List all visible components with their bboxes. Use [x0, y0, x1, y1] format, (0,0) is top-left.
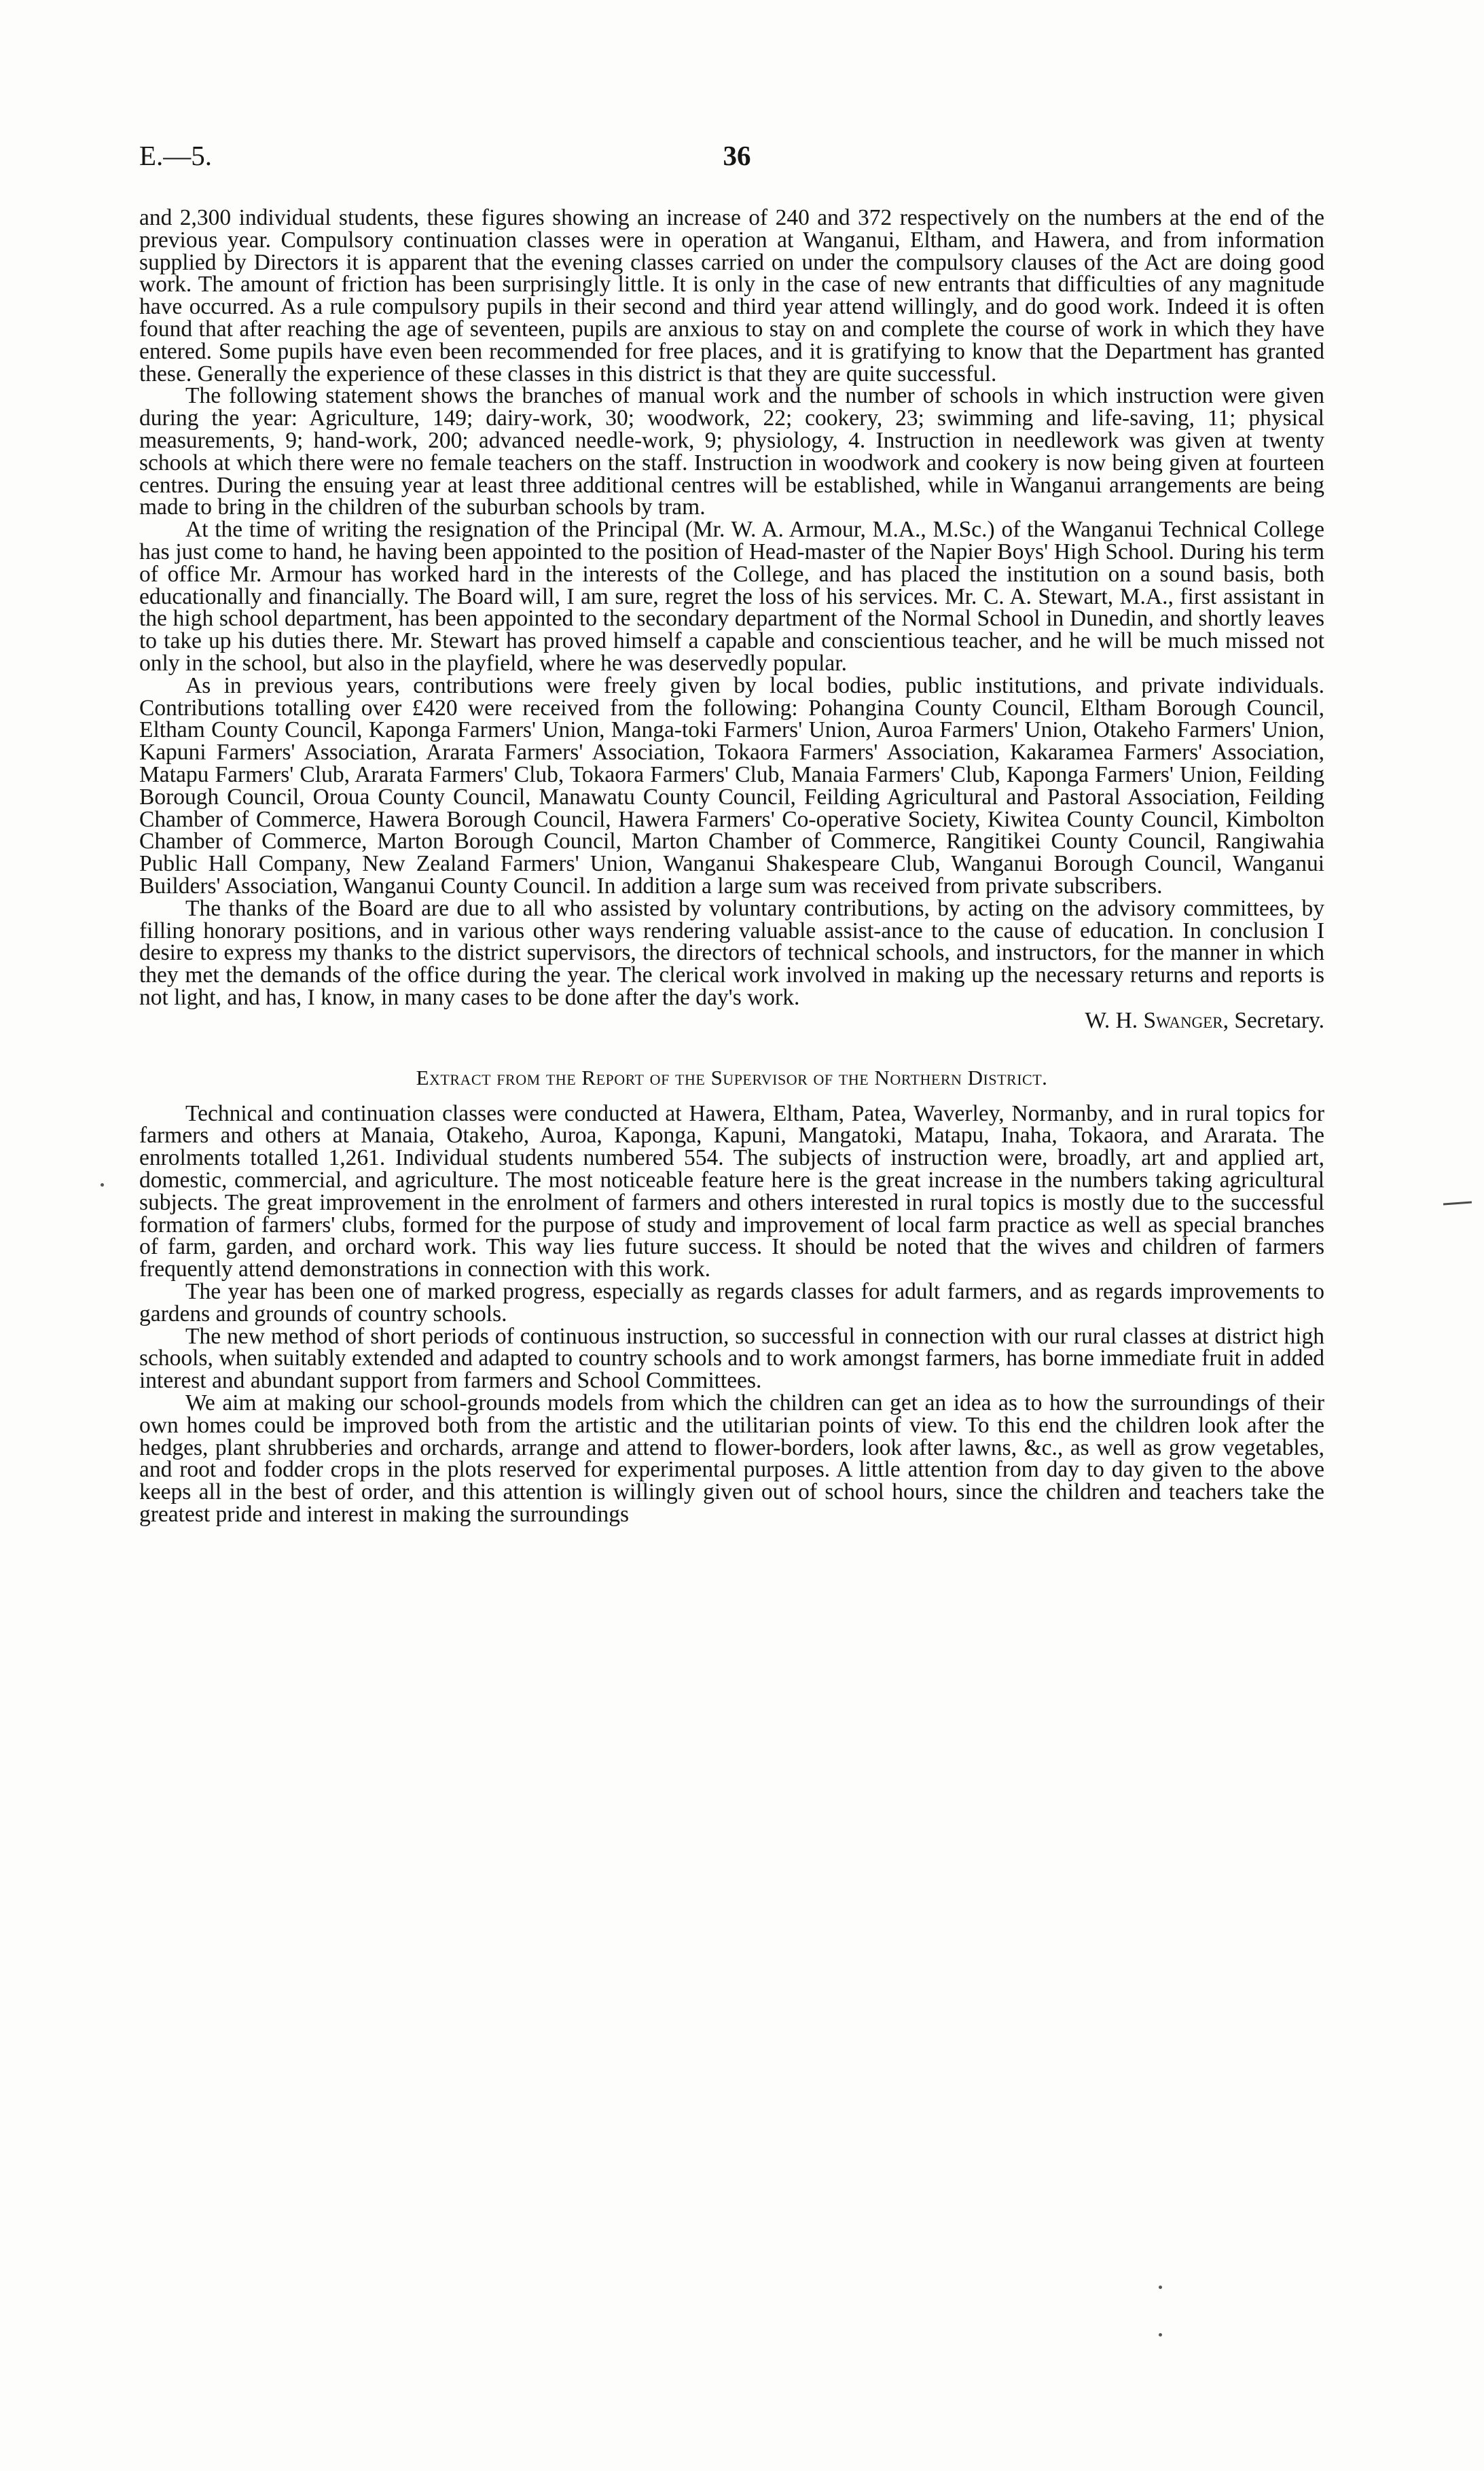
body-paragraph: As in previous years, contributions were freely given by local bodies, public institutions, and private individuals. Contributions totalling over £420 were received from the following: Pohangina County Council, Eltham Borough Council, Eltham County Council, Kaponga Farmers' Union, Manga-toki Farmers' Union, Auroa Farmers' Union, Otakeho Farmers' Union, Kapuni Farmers' Association, Ararata Farmers' Association, Tokaora Farmers' Association, Kakaramea Farmers' Association, Matapu Farmers' Club, Ararata Farmers' Club, Tokaora Farmers' Club, Manaia Farmers' Club, Kaponga Farmers' Union, Feilding Borough Council, Oroua County Council, Manawatu County Council, Feilding Agricultural and Pastoral Association, Feilding Chamber of Commerce, Hawera Borough Council, Hawera Farmers' Co-operative Society, Kiwitea County Council, Kimbolton Chamber of Commerce, Marton Borough Council, Marton Chamber of Commerce, Rangitikei County Council, Rangiwahia Public Hall Company, New Zealand Farmers' Union, Wanganui Shakespeare Club, Wanganui Borough Council, Wanganui Builders' Association, Wanganui County Council. In addition a large sum was received from private subscribers.	[139, 672, 1324, 899]
margin-dot	[101, 1183, 104, 1187]
signature-title: , Secretary.	[1223, 1007, 1324, 1033]
document-code: E.—5.	[139, 140, 213, 171]
body-paragraph: The thanks of the Board are due to all who assisted by voluntary contributions, by acting on the advisory committees, by filling honorary positions, and in various other ways rendering valuable assist-ance to the cause of education. In conclusion I desire to express my thanks to the district supervisors, the directors of technical schools, and instructors, for the manner in which they met the demands of the office during the year. The clerical work involved in making up the necessary returns and reports is not light, and has, I know, in many cases to be done after the day's work.	[139, 895, 1324, 1010]
margin-dot	[1159, 2333, 1162, 2337]
body-paragraph: and 2,300 individual students, these figures showing an increase of 240 and 372 respectively on the numbers at the end of the previous year. Compulsory continuation classes were in operation at Wanganui, Eltham, and Hawera, and from information supplied by Directors it is apparent that the evening classes carried on under the compulsory clauses of the Act are doing good work. The amount of friction has been surprisingly little. It is only in the case of new entrants that difficulties of any magnitude have occurred. As a rule compulsory pupils in their second and third year attend willingly, and do good work. Indeed it is often found that after reaching the age of seventeen, pupils are anxious to stay on and complete the course of work in which they have entered. Some pupils have even been recommended for free places, and it is gratifying to know that the Department has granted these. Generally the experience of these classes in this district is that they are quite successful.	[139, 205, 1324, 386]
signature	[139, 1009, 1324, 1032]
body-paragraph: The following statement shows the branches of manual work and the number of schools in which instruction were given during the year: Agriculture, 149; dairy-work, 30; woodwork, 22; cookery, 23; swimming and life-saving, 11; physical measurements, 9; hand-work, 200; advanced needle-work, 9; physiology, 4. Instruction in needlework was given at twenty schools at which there were no female teachers on the staff. Instruction in woodwork and cookery is now being given at fourteen centres. During the ensuing year at least three additional centres will be established, while in Wanganui arrangements are being made to bring in the children of the suburban schools by tram.	[139, 383, 1324, 520]
section-paragraph: Technical and continuation classes were conducted at Hawera, Eltham, Patea, Waverley, Normanby, and in rural topics for farmers and others at Manaia, Otakeho, Auroa, Kaponga, Kapuni, Mangatoki, Matapu, Inaha, Tokaora, and Ararata. The enrolments totalled 1,261. Individual students numbered 554. The subjects of instruction were, broadly, art and applied art, domestic, commercial, and agriculture. The most noticeable feature here is the great increase in the numbers taking agricultural subjects. The great improvement in the enrolment of farmers and others interested in rural topics is mostly due to the successful formation of farmers' clubs, formed for the purpose of study and improvement of local farm practice as well as special branches of farm, garden, and orchard work. This way lies future success. It should be noted that the wives and children of farmers frequently attend demonstrations in connection with this work.	[139, 1100, 1324, 1282]
section-paragraph: The new method of short periods of continuous instruction, so successful in connection with our rural classes at district high schools, when suitably extended and adapted to country schools and to work amongst farmers, has borne immediate fruit in added interest and abundant support from farmers and School Committees.	[139, 1323, 1324, 1394]
margin-mark	[1443, 1202, 1472, 1206]
section-paragraph: We aim at making our school-grounds models from which the children can get an idea as to how the surroundings of their own homes could be improved both from the artistic and the utilitarian points of view. To this end the children look after the hedges, plant shrubberies and orchards, arrange and attend to flower-borders, look after lawns, &c., as well as grow vegetables, and root and fodder crops in the plots reserved for experimental purposes. A little attention from day to day given to the above keeps all in the best of order, and this attention is willingly given out of school hours, since the children and teachers take the greatest pride and interest in making the surroundings	[139, 1390, 1324, 1528]
page-number: 36	[723, 140, 751, 171]
section-paragraph: The year has been one of marked progress, especially as regards classes for adult farmers, and as regards improvements to gardens and grounds of country schools.	[139, 1279, 1324, 1327]
document-body	[139, 207, 1324, 1526]
margin-dot	[1159, 2286, 1162, 2289]
signature-name: W. H. Swanger	[1085, 1007, 1223, 1033]
section-heading: Extract from the Report of the Supervisor of the Northern District.	[416, 1065, 1048, 1089]
page-header	[139, 139, 1335, 180]
body-paragraph: At the time of writing the resignation of the Principal (Mr. W. A. Armour, M.A., M.Sc.) of the Wanganui Technical College has just come to hand, he having been appointed to the position of Head-master of the Napier Boys' High School. During his term of office Mr. Armour has worked hard in the interests of the College, and has placed the institution on a sound basis, both educationally and financially. The Board will, I am sure, regret the loss of his services. Mr. C. A. Stewart, M.A., first assistant in the high school department, has been appointed to the secondary department of the Normal School in Dunedin, and shortly leaves to take up his duties there. Mr. Stewart has proved himself a capable and conscientious teacher, and he will be much missed not only in the school, but also in the playfield, where he was deservedly popular.	[139, 517, 1324, 676]
